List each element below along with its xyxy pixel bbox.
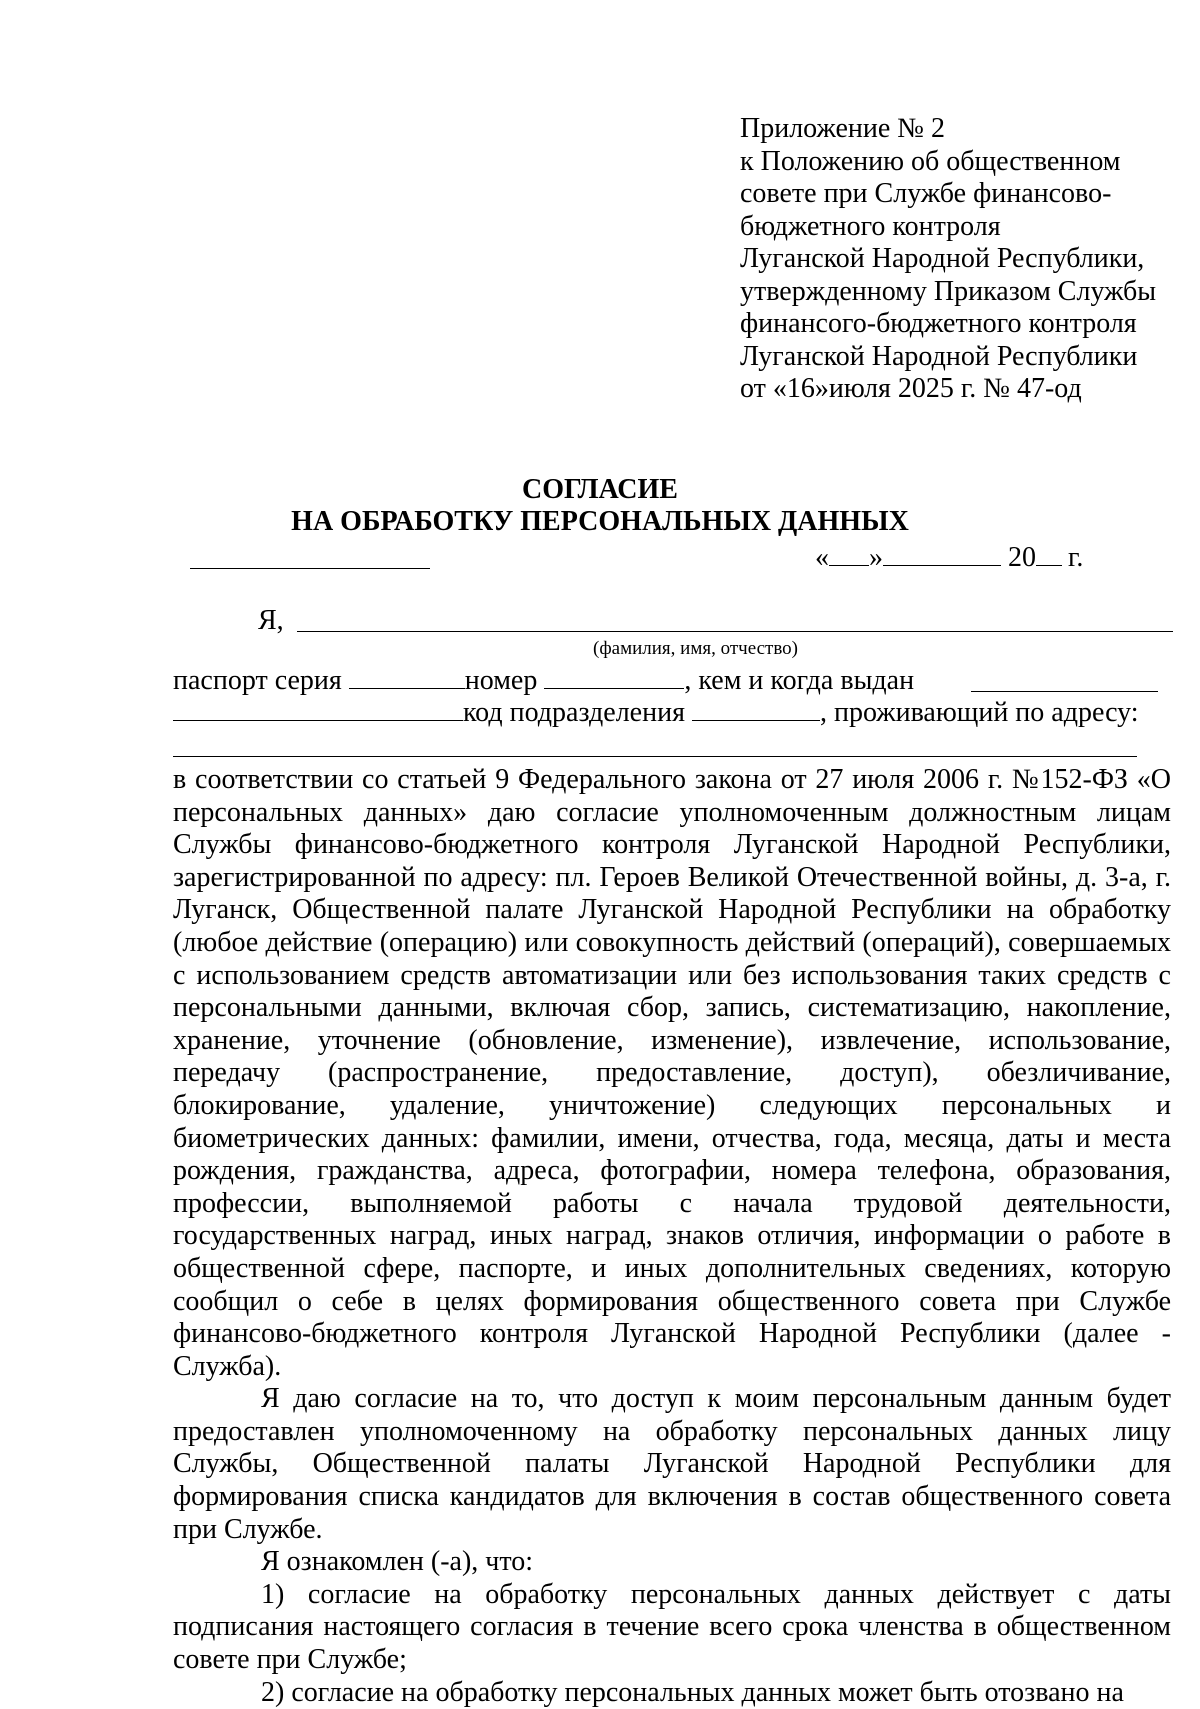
annex-line: Луганской Народной Республики, [740, 243, 1145, 274]
annex-line: к Положению об общественном [740, 145, 1121, 177]
document-subtitle: НА ОБРАБОТКУ ПЕРСОНАЛЬНЫХ ДАННЫХ [291, 506, 909, 537]
passport-number-blank[interactable] [544, 664, 684, 689]
annex-line: от «16»июля 2025 г. № 47-од [740, 373, 1082, 404]
annex-line: совете при Службе финансово- [740, 178, 1112, 209]
date-month-blank[interactable] [883, 541, 1001, 566]
consent-paragraph: 2) согласие на обработку персональных данных может быть отозвано на [261, 1676, 1124, 1708]
annex-line: бюджетного контроля [740, 210, 1001, 242]
i-label: Я, [258, 605, 284, 636]
address-blank[interactable] [173, 756, 1137, 757]
consent-paragraph: Я даю согласие на то, что доступ к моим персональным данным будет предоставлен уполномоченному на обработку персональных данных лицу Службы, Общественной палаты Луганской Народной Республики для формирования списка кандидатов для включения в состав общественного совета при Службе. [173, 1383, 1171, 1545]
place-blank[interactable] [190, 568, 430, 569]
document-title: СОГЛАСИЕ [522, 474, 678, 505]
fio-blank[interactable] [297, 631, 1173, 632]
annex-block [740, 113, 1180, 406]
division-code-blank[interactable] [692, 696, 820, 721]
date-year-suffix: г. [1068, 542, 1084, 573]
annex-line: утвержденному Приказом Службы [740, 275, 1157, 307]
consent-paragraph: 1) согласие на обработку персональных данных действует с даты подписания настоящего согласия в течение всего срока членства в общественном совете при Службе; [173, 1578, 1171, 1676]
date-year-prefix: 20 [1008, 542, 1036, 573]
passport-series-label: паспорт серия [173, 665, 342, 696]
passport-issued-blank[interactable] [971, 691, 1158, 692]
residing-label: , проживающий по адресу: [819, 697, 1139, 728]
issued-continue-blank[interactable] [173, 696, 463, 721]
passport-issued-label: , кем и когда выдан [684, 665, 915, 696]
division-line [173, 696, 1139, 729]
passport-series-blank[interactable] [349, 664, 465, 689]
consent-paragraph: в соответствии со статьей 9 Федерального закона от 27 июля 2006 г. №152-ФЗ «О персональных данных» даю согласие уполномоченным должностным лицам Службы финансово-бюджетного контроля Луганской Народной Республики, зарегистрированной по адресу: пл. Героев Великой Отечественной войны, д. 3-а, г. Луганск, Общественной палате Луганской Народной Республики на обработку (любое действие (операцию) или совокупность действий (операций), совершаемых с использованием средств автоматизации или без использования таких средств с персональными данными, включая сбор, запись, систематизацию, накопление, хранение, уточнение (обновление, изменение), извлечение, использование, передачу (распространение, предоставление, доступ), обезличивание, блокирование, удаление, уничтожение) следующих персональных и биометрических данных: фамилии, имени, отчества, года, месяца, даты и места рождения, гражданства, адреса, фотографии, номера телефона, образования, профессии, выполняемой работы с начала трудовой деятельности, государственных наград, иных наград, знаков отличия, информации о работе в общественной сфере, паспорте, и иных дополнительных сведениях, которую сообщил о себе в целях формирования общественного совета при Службе финансово-бюджетного контроля Луганской Народной Республики (далее - Служба). [173, 764, 1171, 1382]
passport-number-label: номер [464, 665, 538, 696]
date-line [815, 541, 1083, 574]
consent-body [173, 764, 1171, 1709]
consent-paragraph: Я ознакомлен (-а), что: [261, 1546, 534, 1578]
date-close-quote: » [869, 542, 883, 573]
division-code-label: код подразделения [463, 697, 685, 728]
date-day-blank[interactable] [829, 541, 869, 566]
annex-line: финансого-бюджетного контроля [740, 308, 1137, 339]
annex-line: Луганской Народной Республики [740, 340, 1138, 372]
date-year-blank[interactable] [1036, 541, 1062, 566]
annex-line: Приложение № 2 [740, 113, 945, 144]
date-open-quote: « [815, 542, 829, 573]
passport-line [173, 664, 914, 697]
fio-hint: (фамилия, имя, отчество) [593, 638, 799, 659]
